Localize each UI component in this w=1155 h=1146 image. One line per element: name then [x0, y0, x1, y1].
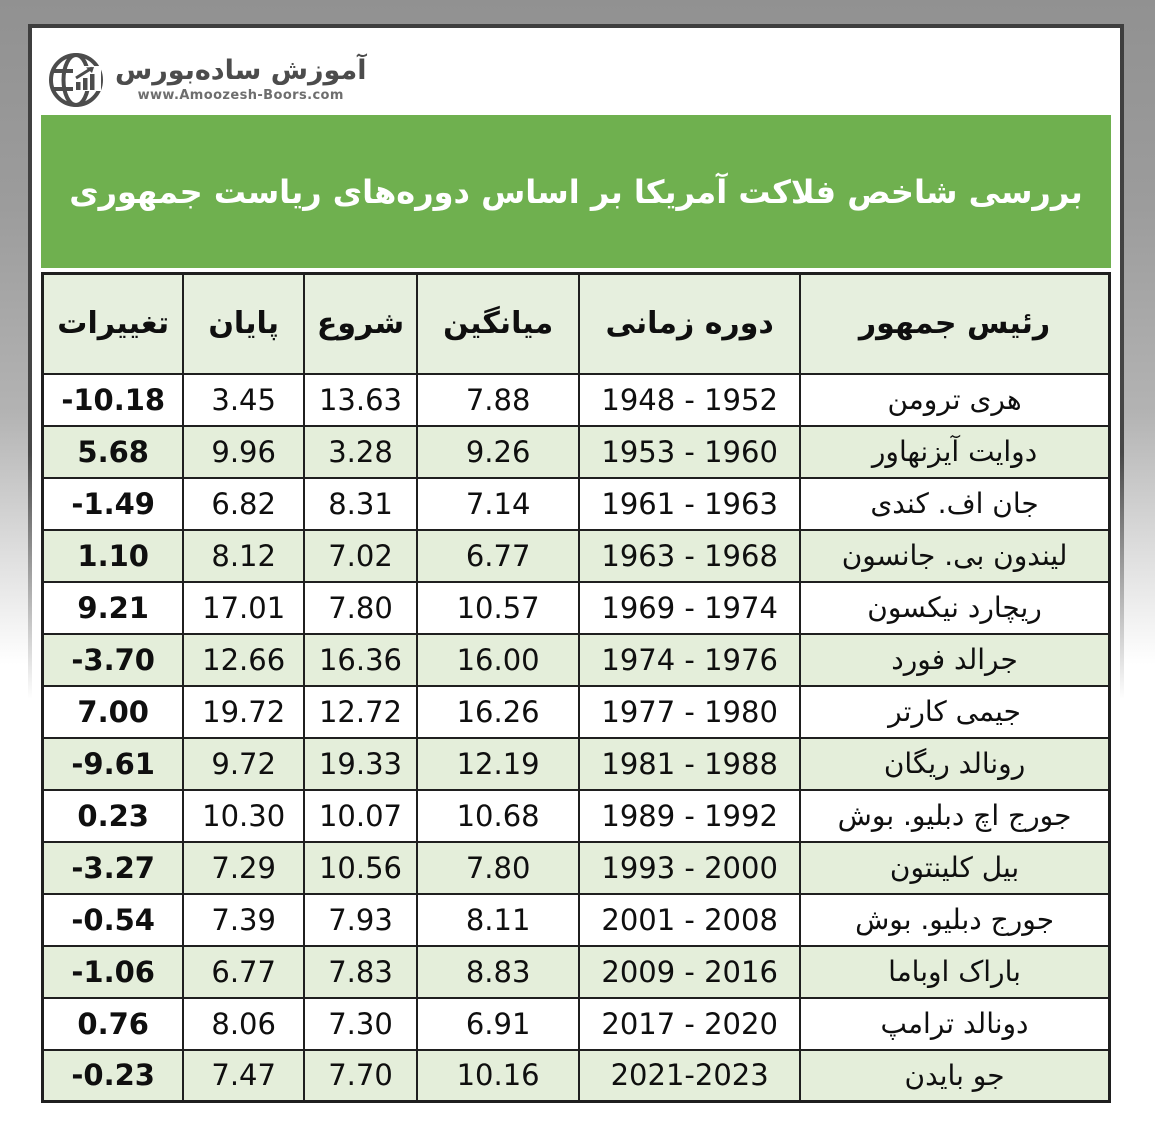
- cell-president: جورج دبلیو. بوش: [800, 894, 1109, 946]
- cell-period: 1961 - 1963: [579, 478, 800, 530]
- cell-change: 0.23: [43, 790, 184, 842]
- cell-period: 2001 - 2008: [579, 894, 800, 946]
- cell-average: 9.26: [417, 426, 579, 478]
- cell-start: 7.80: [304, 582, 417, 634]
- column-header-period: دوره زمانی: [579, 274, 800, 374]
- cell-end: 8.06: [183, 998, 304, 1050]
- column-header-start: شروع: [304, 274, 417, 374]
- cell-president: ریچارد نیکسون: [800, 582, 1109, 634]
- column-header-average: میانگین: [417, 274, 579, 374]
- cell-president: هری ترومن: [800, 374, 1109, 426]
- cell-start: 7.30: [304, 998, 417, 1050]
- table-row: [43, 530, 1110, 582]
- cell-change: 0.76: [43, 998, 184, 1050]
- title-banner: [41, 115, 1111, 268]
- cell-average: 12.19: [417, 738, 579, 790]
- cell-end: 12.66: [183, 634, 304, 686]
- cell-end: 7.29: [183, 842, 304, 894]
- cell-average: 7.88: [417, 374, 579, 426]
- table-row: [43, 894, 1110, 946]
- cell-end: 9.96: [183, 426, 304, 478]
- table-row: [43, 686, 1110, 738]
- cell-start: 3.28: [304, 426, 417, 478]
- cell-start: 7.93: [304, 894, 417, 946]
- cell-period: 1989 - 1992: [579, 790, 800, 842]
- cell-average: 6.77: [417, 530, 579, 582]
- cell-average: 10.68: [417, 790, 579, 842]
- cell-president: بیل کلینتون: [800, 842, 1109, 894]
- table-row: [43, 946, 1110, 998]
- cell-start: 13.63: [304, 374, 417, 426]
- cell-average: 16.00: [417, 634, 579, 686]
- cell-start: 16.36: [304, 634, 417, 686]
- cell-start: 10.56: [304, 842, 417, 894]
- cell-end: 3.45: [183, 374, 304, 426]
- cell-president: جو بایدن: [800, 1050, 1109, 1102]
- cell-change: 7.00: [43, 686, 184, 738]
- cell-change: -0.54: [43, 894, 184, 946]
- cell-average: 8.83: [417, 946, 579, 998]
- cell-president: جرالد فورد: [800, 634, 1109, 686]
- cell-start: 7.70: [304, 1050, 417, 1102]
- table-header-row: [43, 274, 1110, 374]
- cell-president: جورج اچ دبلیو. بوش: [800, 790, 1109, 842]
- cell-change: -3.70: [43, 634, 184, 686]
- cell-end: 6.77: [183, 946, 304, 998]
- cell-period: 1974 - 1976: [579, 634, 800, 686]
- cell-change: 9.21: [43, 582, 184, 634]
- cell-end: 10.30: [183, 790, 304, 842]
- cell-period: 2021-2023: [579, 1050, 800, 1102]
- cell-change: -1.06: [43, 946, 184, 998]
- cell-average: 6.91: [417, 998, 579, 1050]
- cell-change: -1.49: [43, 478, 184, 530]
- cell-end: 8.12: [183, 530, 304, 582]
- table-row: [43, 1050, 1110, 1102]
- table-row: [43, 998, 1110, 1050]
- column-header-end: پایان: [183, 274, 304, 374]
- cell-start: 12.72: [304, 686, 417, 738]
- table-body: [43, 374, 1110, 1102]
- cell-president: باراک اوباما: [800, 946, 1109, 998]
- cell-period: 2009 - 2016: [579, 946, 800, 998]
- cell-end: 7.39: [183, 894, 304, 946]
- column-header-change: تغییرات: [43, 274, 184, 374]
- cell-change: -10.18: [43, 374, 184, 426]
- brand-header: [41, 28, 1111, 115]
- cell-average: 7.80: [417, 842, 579, 894]
- cell-period: 2017 - 2020: [579, 998, 800, 1050]
- cell-start: 8.31: [304, 478, 417, 530]
- cell-president: رونالد ریگان: [800, 738, 1109, 790]
- cell-president: جیمی کارتر: [800, 686, 1109, 738]
- cell-president: دونالد ترامپ: [800, 998, 1109, 1050]
- cell-change: -3.27: [43, 842, 184, 894]
- cell-average: 16.26: [417, 686, 579, 738]
- cell-president: لیندون بی. جانسون: [800, 530, 1109, 582]
- brand-name: آموزش ساده‌بورس: [115, 55, 367, 87]
- cell-change: 1.10: [43, 530, 184, 582]
- content-card: [28, 24, 1124, 1146]
- brand-text-block: [115, 56, 366, 103]
- cell-start: 19.33: [304, 738, 417, 790]
- cell-average: 10.16: [417, 1050, 579, 1102]
- cell-end: 9.72: [183, 738, 304, 790]
- cell-end: 17.01: [183, 582, 304, 634]
- table-row: [43, 426, 1110, 478]
- brand-website: www.Amoozesh-Boors.com: [137, 87, 344, 103]
- cell-average: 7.14: [417, 478, 579, 530]
- cell-president: دوایت آیزنهاور: [800, 426, 1109, 478]
- cell-president: جان اف. کندی: [800, 478, 1109, 530]
- table-row: [43, 842, 1110, 894]
- cell-start: 10.07: [304, 790, 417, 842]
- table-row: [43, 478, 1110, 530]
- cell-end: 19.72: [183, 686, 304, 738]
- table-row: [43, 374, 1110, 426]
- cell-period: 1963 - 1968: [579, 530, 800, 582]
- misery-index-table: [41, 272, 1111, 1103]
- cell-start: 7.02: [304, 530, 417, 582]
- table-row: [43, 738, 1110, 790]
- cell-change: 5.68: [43, 426, 184, 478]
- cell-period: 1993 - 2000: [579, 842, 800, 894]
- table-row: [43, 790, 1110, 842]
- table-row: [43, 582, 1110, 634]
- globe-chart-icon: [47, 51, 105, 109]
- column-header-president: رئیس جمهور: [800, 274, 1109, 374]
- cell-change: -9.61: [43, 738, 184, 790]
- cell-period: 1969 - 1974: [579, 582, 800, 634]
- cell-average: 10.57: [417, 582, 579, 634]
- cell-period: 1977 - 1980: [579, 686, 800, 738]
- cell-end: 7.47: [183, 1050, 304, 1102]
- cell-period: 1953 - 1960: [579, 426, 800, 478]
- cell-start: 7.83: [304, 946, 417, 998]
- cell-change: -0.23: [43, 1050, 184, 1102]
- poster-title: بررسی شاخص فلاکت آمریکا بر اساس دوره‌های ریاست جمهوری: [69, 172, 1083, 211]
- cell-end: 6.82: [183, 478, 304, 530]
- cell-period: 1948 - 1952: [579, 374, 800, 426]
- cell-average: 8.11: [417, 894, 579, 946]
- cell-period: 1981 - 1988: [579, 738, 800, 790]
- table-row: [43, 634, 1110, 686]
